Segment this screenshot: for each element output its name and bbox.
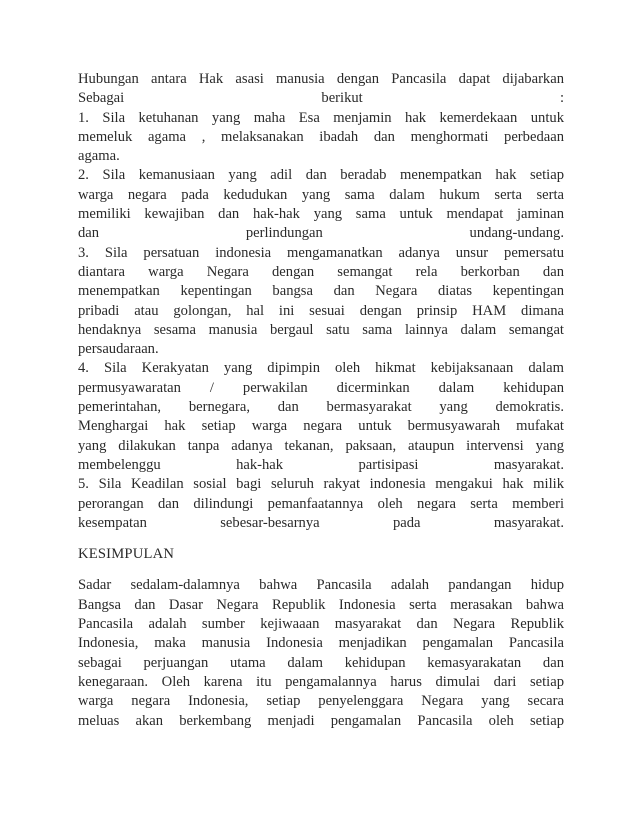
text-line: Sadar sedalam-dalamnya bahwa Pancasila adalah pandangan hidup xyxy=(78,577,564,594)
text-line: dan perlindungan undang-undang. xyxy=(78,225,564,242)
text-line: 4. Sila Kerakyatan yang dipimpin oleh hikmat kebijaksanaan dalam xyxy=(78,360,564,377)
text-line: membelenggu hak-hak partisipasi masyarakat. xyxy=(78,456,564,473)
text-line: persaudaraan. xyxy=(78,341,159,358)
text-line: sebagai perjuangan utama dalam kehidupan kemasyarakatan dan xyxy=(78,654,564,671)
text-line: meluas akan berkembang menjadi pengamalan Pancasila oleh setiap xyxy=(78,712,564,729)
intro-paragraph xyxy=(78,70,564,109)
text-line: Pancasila adalah sumber kejiwaaan masyarakat dan Negara Republik xyxy=(78,616,564,633)
text-line: 3. Sila persatuan indonesia mengamanatkan adanya unsur pemersatu xyxy=(78,244,564,261)
text-line: kesempatan sebesar-besarnya pada masyarakat. xyxy=(78,514,564,531)
text-line: Sebagai berikut : xyxy=(78,90,564,107)
text-line: 5. Sila Keadilan sosial bagi seluruh rakyat indonesia mengakui hak milik xyxy=(78,476,564,493)
point-2 xyxy=(78,166,564,243)
text-line: kenegaraan. Oleh karena itu pengamalannya harus dimulai dari setiap xyxy=(78,673,564,690)
section-heading: KESIMPULAN xyxy=(78,546,175,563)
text-line: Hubungan antara Hak asasi manusia dengan Pancasila dapat dijabarkan xyxy=(78,71,564,87)
text-line: yang dilakukan tanpa adanya tekanan, paksaan, ataupun intervensi yang xyxy=(78,437,564,454)
point-5 xyxy=(78,475,564,533)
text-line: warga negara pada kedudukan yang sama dalam hukum serta serta xyxy=(78,186,564,203)
text-line: 1. Sila ketuhanan yang maha Esa menjamin hak kemerdekaan untuk xyxy=(78,109,564,126)
text-line: pemerintahan, bernegara, dan bermasyarakat yang demokratis. xyxy=(78,399,564,416)
text-line: Bangsa dan Dasar Negara Republik Indonesia serta merasakan bahwa xyxy=(78,596,564,613)
text-line: menempatkan kepentingan bangsa dan Negara diatas kepentingan xyxy=(78,283,564,300)
text-line: Indonesia, maka manusia Indonesia menjadikan pengamalan Pancasila xyxy=(78,635,564,652)
text-line: permusyawaratan / perwakilan dicerminkan dalam kehidupan xyxy=(78,379,564,396)
text-line: agama. xyxy=(78,148,120,165)
text-line: memeluk agama , melaksanakan ibadah dan menghormati perbedaan xyxy=(78,128,564,145)
conclusion-paragraph xyxy=(78,576,564,730)
text-line: warga negara Indonesia, setiap penyelenggara Negara yang secara xyxy=(78,693,564,710)
text-line: diantara warga Negara dengan semangat rela berkorban dan xyxy=(78,263,564,280)
text-line: perorangan dan dilindungi pemanfaatannya oleh negara serta memberi xyxy=(78,495,564,512)
document-page xyxy=(78,70,564,731)
text-line: Menghargai hak setiap warga negara untuk bermusyawarah mufakat xyxy=(78,418,564,435)
point-4 xyxy=(78,359,564,475)
text-line: 2. Sila kemanusiaan yang adil dan beradab menempatkan hak setiap xyxy=(78,167,564,184)
text-line: hendaknya sesama manusia bergaul satu sama lainnya dalam semangat xyxy=(78,321,564,338)
point-1 xyxy=(78,109,564,167)
point-3 xyxy=(78,244,564,360)
text-line: memiliki kewajiban dan hak-hak yang sama untuk mendapat jaminan xyxy=(78,206,564,223)
text-line: pribadi atau golongan, hal ini sesuai dengan prinsip HAM dimana xyxy=(78,302,564,319)
